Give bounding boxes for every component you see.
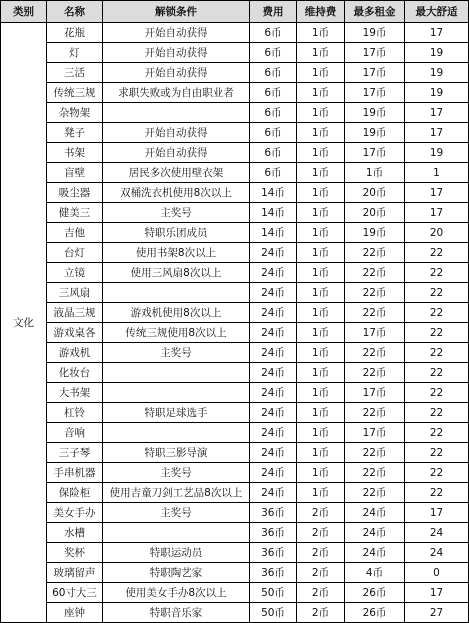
unlock-condition-cell: 特职音乐家 <box>103 603 250 623</box>
max-comfort-cell: 17 <box>405 103 469 123</box>
max-rent-cell: 20币 <box>345 203 405 223</box>
upkeep-cell: 2币 <box>297 543 345 563</box>
unlock-condition-cell: 居民多次使用壁衣架 <box>103 163 250 183</box>
max-comfort-cell: 22 <box>405 403 469 423</box>
unlock-condition-cell: 游戏机使用8次以上 <box>103 303 250 323</box>
header-category: 类别 <box>0 0 47 23</box>
max-comfort-cell: 20 <box>405 223 469 243</box>
name-cell: 奖杯 <box>47 543 103 563</box>
name-cell: 凳子 <box>47 123 103 143</box>
name-cell: 杂物架 <box>47 103 103 123</box>
cost-cell: 24币 <box>250 383 297 403</box>
name-cell: 保险柜 <box>47 483 103 503</box>
cost-cell: 24币 <box>250 323 297 343</box>
unlock-condition-cell: 主奖号 <box>103 343 250 363</box>
upkeep-cell: 1币 <box>297 343 345 363</box>
name-cell: 三子琴 <box>47 443 103 463</box>
unlock-condition-cell <box>103 523 250 543</box>
cost-cell: 6币 <box>250 143 297 163</box>
cost-cell: 6币 <box>250 163 297 183</box>
name-cell: 吉他 <box>47 223 103 243</box>
max-comfort-cell: 17 <box>405 123 469 143</box>
unlock-condition-cell: 特职运动员 <box>103 543 250 563</box>
name-cell: 杠铃 <box>47 403 103 423</box>
max-comfort-cell: 17 <box>405 583 469 603</box>
name-cell: 立镜 <box>47 263 103 283</box>
upkeep-cell: 2币 <box>297 583 345 603</box>
max-comfort-cell: 22 <box>405 263 469 283</box>
cost-cell: 24币 <box>250 483 297 503</box>
max-comfort-cell: 22 <box>405 423 469 443</box>
unlock-condition-cell: 使用美女手办8次以上 <box>103 583 250 603</box>
cost-cell: 36币 <box>250 523 297 543</box>
unlock-condition-cell: 使用吉童刀剑工艺品8次以上 <box>103 483 250 503</box>
upkeep-cell: 1币 <box>297 463 345 483</box>
max-rent-cell: 22币 <box>345 243 405 263</box>
cost-cell: 14币 <box>250 223 297 243</box>
header-unlock-condition: 解锁条件 <box>103 0 250 23</box>
unlock-condition-cell: 主奖号 <box>103 503 250 523</box>
unlock-condition-cell: 双桶洗衣机使用8次以上 <box>103 183 250 203</box>
cost-cell: 24币 <box>250 443 297 463</box>
category-cell: 文化 <box>0 23 47 623</box>
max-comfort-cell: 22 <box>405 483 469 503</box>
max-rent-cell: 22币 <box>345 263 405 283</box>
max-comfort-cell: 0 <box>405 563 469 583</box>
name-cell: 三风扇 <box>47 283 103 303</box>
upkeep-cell: 1币 <box>297 83 345 103</box>
unlock-condition-cell <box>103 383 250 403</box>
cost-cell: 24币 <box>250 283 297 303</box>
name-cell: 化妆台 <box>47 363 103 383</box>
upkeep-cell: 1币 <box>297 103 345 123</box>
upkeep-cell: 1币 <box>297 303 345 323</box>
max-rent-cell: 17币 <box>345 423 405 443</box>
unlock-condition-cell: 特职陶艺家 <box>103 563 250 583</box>
cost-cell: 6币 <box>250 103 297 123</box>
name-cell: 大书架 <box>47 383 103 403</box>
max-rent-cell: 4币 <box>345 563 405 583</box>
cost-cell: 50币 <box>250 603 297 623</box>
cost-cell: 6币 <box>250 63 297 83</box>
max-comfort-cell: 22 <box>405 383 469 403</box>
upkeep-cell: 1币 <box>297 43 345 63</box>
name-cell: 玻璃留声 <box>47 563 103 583</box>
unlock-condition-cell: 主奖号 <box>103 203 250 223</box>
upkeep-cell: 2币 <box>297 603 345 623</box>
upkeep-cell: 1币 <box>297 63 345 83</box>
max-comfort-cell: 22 <box>405 243 469 263</box>
unlock-condition-cell: 主奖号 <box>103 463 250 483</box>
upkeep-cell: 1币 <box>297 143 345 163</box>
cost-cell: 24币 <box>250 403 297 423</box>
name-cell: 手串机器 <box>47 463 103 483</box>
unlock-condition-cell: 开始自动获得 <box>103 123 250 143</box>
name-cell: 书架 <box>47 143 103 163</box>
name-cell: 游戏机 <box>47 343 103 363</box>
cost-cell: 6币 <box>250 23 297 43</box>
max-rent-cell: 17币 <box>345 63 405 83</box>
header-name: 名称 <box>47 0 103 23</box>
name-cell: 三活 <box>47 63 103 83</box>
unlock-condition-cell: 特职三影导演 <box>103 443 250 463</box>
max-rent-cell: 19币 <box>345 223 405 243</box>
max-comfort-cell: 22 <box>405 343 469 363</box>
cost-cell: 24币 <box>250 343 297 363</box>
max-rent-cell: 22币 <box>345 343 405 363</box>
max-rent-cell: 24币 <box>345 503 405 523</box>
max-comfort-cell: 22 <box>405 323 469 343</box>
cost-cell: 50币 <box>250 583 297 603</box>
name-cell: 美女手办 <box>47 503 103 523</box>
upkeep-cell: 2币 <box>297 563 345 583</box>
unlock-condition-cell: 开始自动获得 <box>103 63 250 83</box>
name-cell: 台灯 <box>47 243 103 263</box>
unlock-condition-cell: 传统三规使用8次以上 <box>103 323 250 343</box>
upkeep-cell: 2币 <box>297 523 345 543</box>
max-comfort-cell: 17 <box>405 503 469 523</box>
max-comfort-cell: 17 <box>405 183 469 203</box>
max-comfort-cell: 22 <box>405 363 469 383</box>
max-comfort-cell: 24 <box>405 523 469 543</box>
max-comfort-cell: 22 <box>405 303 469 323</box>
max-rent-cell: 17币 <box>345 323 405 343</box>
upkeep-cell: 1币 <box>297 263 345 283</box>
name-cell: 花瓶 <box>47 23 103 43</box>
upkeep-cell: 2币 <box>297 503 345 523</box>
max-rent-cell: 17币 <box>345 383 405 403</box>
unlock-condition-cell: 特职足球选手 <box>103 403 250 423</box>
cost-cell: 6币 <box>250 123 297 143</box>
unlock-condition-cell: 开始自动获得 <box>103 23 250 43</box>
name-cell: 60寸大三 <box>47 583 103 603</box>
max-comfort-cell: 19 <box>405 83 469 103</box>
header-cost: 费用 <box>250 0 297 23</box>
cost-cell: 36币 <box>250 543 297 563</box>
upkeep-cell: 1币 <box>297 423 345 443</box>
max-rent-cell: 22币 <box>345 283 405 303</box>
max-rent-cell: 22币 <box>345 463 405 483</box>
name-cell: 灯 <box>47 43 103 63</box>
unlock-condition-cell <box>103 423 250 443</box>
header-max-comfort: 最大舒适 <box>405 0 469 23</box>
upkeep-cell: 1币 <box>297 223 345 243</box>
cost-cell: 6币 <box>250 83 297 103</box>
upkeep-cell: 1币 <box>297 403 345 423</box>
max-rent-cell: 17币 <box>345 83 405 103</box>
cost-cell: 14币 <box>250 203 297 223</box>
name-cell: 水槽 <box>47 523 103 543</box>
upkeep-cell: 1币 <box>297 363 345 383</box>
header-max-rent: 最多租金 <box>345 0 405 23</box>
upkeep-cell: 1币 <box>297 323 345 343</box>
cost-cell: 24币 <box>250 303 297 323</box>
unlock-condition-cell <box>103 363 250 383</box>
upkeep-cell: 1币 <box>297 23 345 43</box>
name-cell: 音响 <box>47 423 103 443</box>
cost-cell: 24币 <box>250 463 297 483</box>
max-comfort-cell: 19 <box>405 63 469 83</box>
unlock-condition-cell <box>103 103 250 123</box>
max-comfort-cell: 27 <box>405 603 469 623</box>
name-cell: 盲壁 <box>47 163 103 183</box>
unlock-condition-cell: 特职乐团成员 <box>103 223 250 243</box>
upkeep-cell: 1币 <box>297 443 345 463</box>
upkeep-cell: 1币 <box>297 163 345 183</box>
max-rent-cell: 17币 <box>345 143 405 163</box>
max-rent-cell: 26币 <box>345 603 405 623</box>
max-comfort-cell: 19 <box>405 43 469 63</box>
max-rent-cell: 1币 <box>345 163 405 183</box>
max-comfort-cell: 22 <box>405 463 469 483</box>
unlock-condition-cell <box>103 283 250 303</box>
max-rent-cell: 20币 <box>345 183 405 203</box>
unlock-condition-cell: 使用书架8次以上 <box>103 243 250 263</box>
max-comfort-cell: 24 <box>405 543 469 563</box>
max-rent-cell: 22币 <box>345 303 405 323</box>
name-cell: 液晶三规 <box>47 303 103 323</box>
max-rent-cell: 22币 <box>345 363 405 383</box>
name-cell: 传统三规 <box>47 83 103 103</box>
max-rent-cell: 19币 <box>345 103 405 123</box>
max-rent-cell: 26币 <box>345 583 405 603</box>
upkeep-cell: 1币 <box>297 183 345 203</box>
cost-cell: 24币 <box>250 263 297 283</box>
max-rent-cell: 19币 <box>345 123 405 143</box>
cost-cell: 14币 <box>250 183 297 203</box>
max-comfort-cell: 19 <box>405 143 469 163</box>
cost-cell: 24币 <box>250 243 297 263</box>
cost-cell: 36币 <box>250 563 297 583</box>
max-rent-cell: 22币 <box>345 403 405 423</box>
name-cell: 吸尘器 <box>47 183 103 203</box>
cost-cell: 24币 <box>250 363 297 383</box>
max-rent-cell: 24币 <box>345 543 405 563</box>
header-upkeep: 维持费 <box>297 0 345 23</box>
name-cell: 健美三 <box>47 203 103 223</box>
upkeep-cell: 1币 <box>297 243 345 263</box>
name-cell: 游戏桌各 <box>47 323 103 343</box>
upkeep-cell: 1币 <box>297 283 345 303</box>
max-comfort-cell: 22 <box>405 283 469 303</box>
max-comfort-cell: 17 <box>405 203 469 223</box>
upkeep-cell: 1币 <box>297 383 345 403</box>
unlock-condition-cell: 开始自动获得 <box>103 143 250 163</box>
max-rent-cell: 17币 <box>345 43 405 63</box>
unlock-condition-cell: 求职失败或为自由职业者 <box>103 83 250 103</box>
upkeep-cell: 1币 <box>297 123 345 143</box>
cost-cell: 36币 <box>250 503 297 523</box>
name-cell: 座钟 <box>47 603 103 623</box>
cost-cell: 24币 <box>250 423 297 443</box>
unlock-condition-cell: 使用三风扇8次以上 <box>103 263 250 283</box>
cost-cell: 6币 <box>250 43 297 63</box>
upkeep-cell: 1币 <box>297 203 345 223</box>
max-comfort-cell: 22 <box>405 443 469 463</box>
max-rent-cell: 19币 <box>345 23 405 43</box>
max-rent-cell: 22币 <box>345 483 405 503</box>
upkeep-cell: 1币 <box>297 483 345 503</box>
max-comfort-cell: 1 <box>405 163 469 183</box>
max-rent-cell: 24币 <box>345 523 405 543</box>
max-comfort-cell: 17 <box>405 23 469 43</box>
unlock-condition-cell: 开始自动获得 <box>103 43 250 63</box>
max-rent-cell: 22币 <box>345 443 405 463</box>
